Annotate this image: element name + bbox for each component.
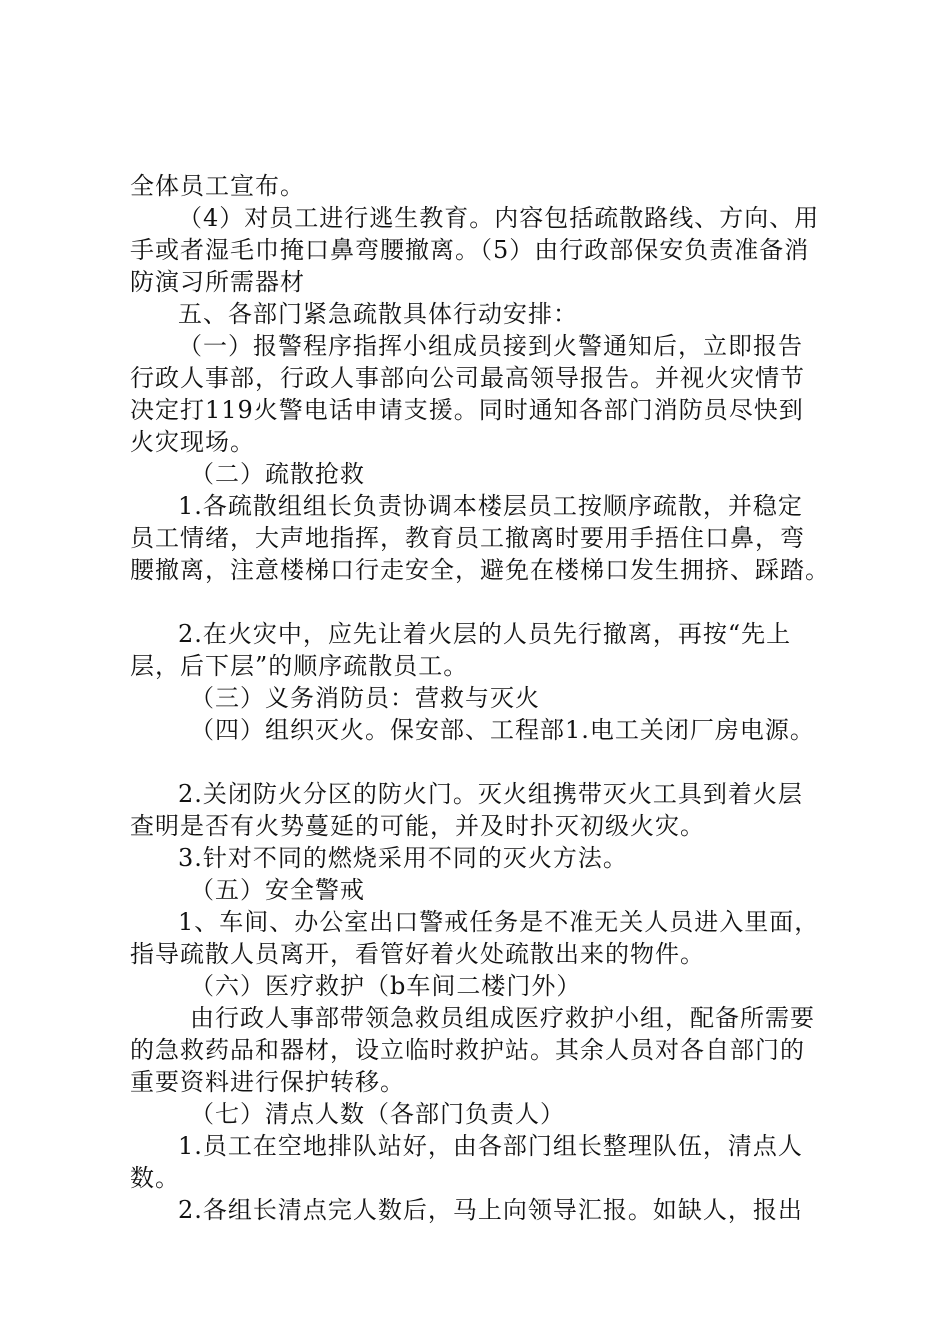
text-line: 3.针对不同的燃烧采用不同的灭火方法。 (178, 844, 628, 872)
text-line: （一）报警程序指挥小组成员接到火警通知后，立即报告 (178, 332, 803, 360)
subsection-heading: （五）安全警戒 (190, 876, 365, 904)
subsection-heading: （六）医疗救护（b车间二楼门外） (190, 972, 582, 1000)
document-body (130, 170, 830, 1226)
text-line: 手或者湿毛巾掩口鼻弯腰撤离。（5）由行政部保安负责准备消 (130, 236, 810, 264)
text-line: 员工情绪，大声地指挥，教育员工撤离时要用手捂住口鼻，弯 (130, 524, 805, 552)
text-line: 重要资料进行保护转移。 (130, 1068, 405, 1096)
text-line: 查明是否有火势蔓延的可能，并及时扑灭初级火灾。 (130, 812, 705, 840)
paragraph-gap (130, 586, 830, 618)
text-line: 由行政人事部带领急救员组成医疗救护小组，配备所需要 (190, 1004, 815, 1032)
text-line: 指导疏散人员离开，看管好着火处疏散出来的物件。 (130, 940, 705, 968)
text-line: 2.在火灾中，应先让着火层的人员先行撤离，再按“先上 (178, 620, 792, 648)
text-line: 2.关闭防火分区的防火门。灭火组携带灭火工具到着火层 (178, 780, 803, 808)
text-line: 1.各疏散组组长负责协调本楼层员工按顺序疏散，并稳定 (178, 492, 803, 520)
subsection-heading: （三）义务消防员：营救与灭火 (190, 684, 540, 712)
text-line: 层，后下层”的顺序疏散员工。 (130, 652, 469, 680)
text-line: 1、车间、办公室出口警戒任务是不准无关人员进入里面， (178, 908, 820, 936)
paragraph-gap (130, 746, 830, 778)
text-line: 数。 (130, 1164, 180, 1192)
text-line: 1.员工在空地排队站好，由各部门组长整理队伍，清点人 (178, 1132, 803, 1160)
text-line: 火灾现场。 (130, 428, 255, 456)
text-line: （4）对员工进行逃生教育。内容包括疏散路线、方向、用 (178, 204, 820, 232)
text-line: 2.各组长清点完人数后，马上向领导汇报。如缺人，报出 (178, 1196, 803, 1224)
text-line: 决定打119火警电话申请支援。同时通知各部门消防员尽快到 (130, 396, 804, 424)
section-heading: 五、各部门紧急疏散具体行动安排： (178, 300, 578, 328)
text-line: 行政人事部，行政人事部向公司最高领导报告。并视火灾情节 (130, 364, 805, 392)
subsection-heading: （二）疏散抢救 (190, 460, 365, 488)
subsection-heading: （四）组织灭火。保安部、工程部1.电工关闭厂房电源。 (190, 716, 815, 744)
text-line: 全体员工宣布。 (130, 172, 305, 200)
text-line: 的急救药品和器材，设立临时救护站。其余人员对各自部门的 (130, 1036, 805, 1064)
text-line: 腰撤离，注意楼梯口行走安全，避免在楼梯口发生拥挤、踩踏。 (130, 556, 830, 584)
subsection-heading: （七）清点人数（各部门负责人） (190, 1100, 565, 1128)
text-line: 防演习所需器材 (130, 268, 305, 296)
